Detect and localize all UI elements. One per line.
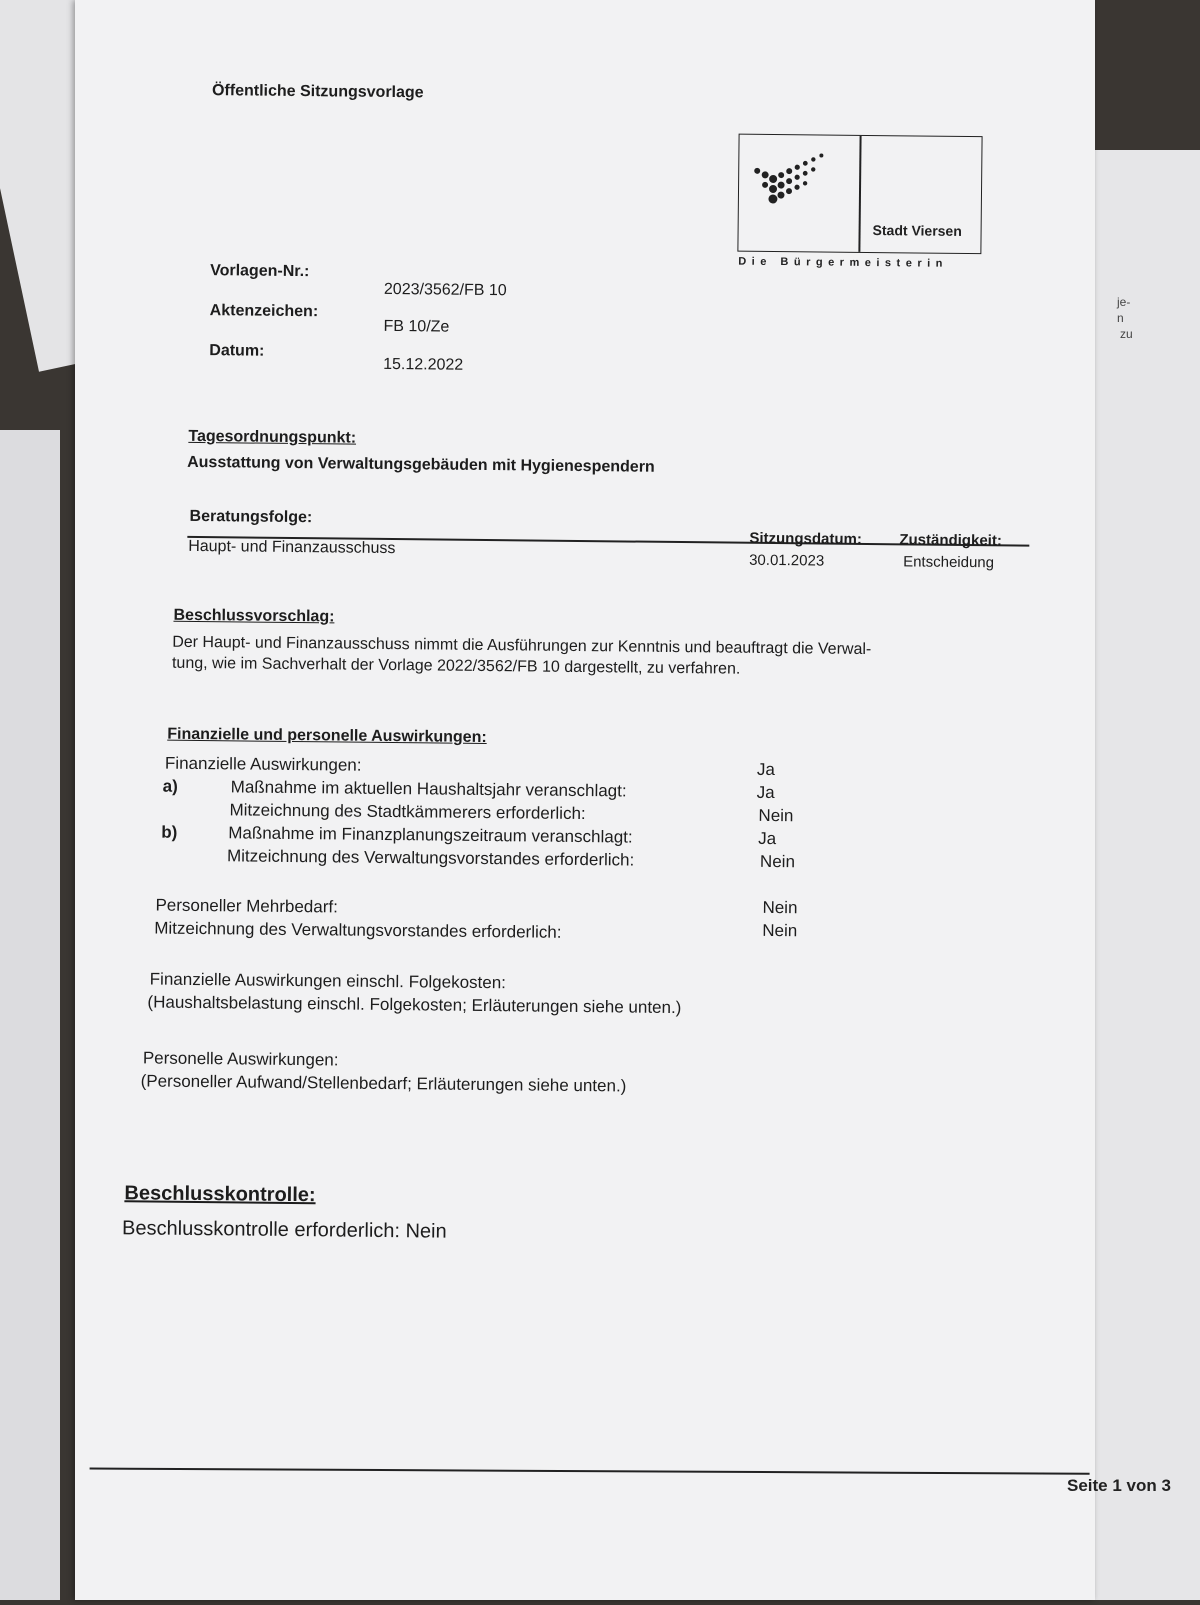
financial-row-marker: a) <box>162 776 178 796</box>
session-date-header: Sitzungsdatum: <box>749 529 862 548</box>
staff-row-text: Mitzeichnung des Verwaltungsvorstandes erforderlich: <box>154 918 562 942</box>
decision-control-text: Beschlusskontrolle erforderlich: Nein <box>121 1217 447 1243</box>
resolution-proposal-label: Beschlussvorschlag: <box>173 606 335 626</box>
financial-row-value: Ja <box>758 828 777 849</box>
meta-label-date: Datum: <box>209 342 265 360</box>
meta-value-date: 15.12.2022 <box>383 355 464 374</box>
resolution-line: tung, wie im Sachverhalt der Vorlage 2022/3562/FB 10 dargestellt, zu verfahren. <box>171 654 741 678</box>
meta-value-template-no: 2023/3562/FB 10 <box>383 280 507 300</box>
financial-impact-label: Finanzielle und personelle Auswirkungen: <box>167 725 487 747</box>
city-name: Stadt Viersen <box>872 222 962 239</box>
financial-row-value: Ja <box>756 759 776 780</box>
background-sheet-under <box>0 430 60 1600</box>
staff-row-text: Personeller Mehrbedarf: <box>155 895 338 917</box>
staff-row-value: Nein <box>762 897 798 918</box>
personnel-impact-note: (Personeller Aufwand/Stellenbedarf; Erläuterungen siehe unten.) <box>140 1071 627 1096</box>
financial-row-value: Ja <box>756 782 775 803</box>
agenda-item-title: Ausstattung von Verwaltungsgebäuden mit Hygienespendern <box>187 453 655 476</box>
financial-row-text: Mitzeichnung des Verwaltungsvorstandes erforderlich: <box>226 846 635 870</box>
responsibility-header: Zuständigkeit: <box>899 531 1002 550</box>
meta-value-file-ref: FB 10/Ze <box>383 317 450 336</box>
financial-row-marker: b) <box>161 822 178 842</box>
financial-row-text: Mitzeichnung des Stadtkämmerers erforderlich: <box>229 800 586 824</box>
logo-subtitle: Die Bürgermeisterin <box>738 255 948 270</box>
decision-control-label: Beschlusskontrolle: <box>124 1182 316 1207</box>
page-number: Seite 1 von 3 <box>1067 1476 1171 1495</box>
edge-fragment: zu <box>1120 327 1133 341</box>
meta-label-file-ref: Aktenzeichen: <box>209 302 319 321</box>
financial-row-text: Finanzielle Auswirkungen: <box>164 753 362 775</box>
agenda-item-label: Tagesordnungspunkt: <box>188 427 357 447</box>
responsibility-value: Entscheidung <box>903 553 995 572</box>
meta-label-template-no: Vorlagen-Nr.: <box>210 262 310 281</box>
financial-row-value: Nein <box>758 805 794 826</box>
edge-fragment: je- <box>1117 295 1131 309</box>
city-emblem-icon <box>749 149 850 220</box>
financial-row-text: Maßnahme im aktuellen Haushaltsjahr veranschlagt: <box>230 777 627 801</box>
edge-fragment: n <box>1117 311 1124 325</box>
staff-row-value: Nein <box>762 920 798 941</box>
consultation-label: Beratungsfolge: <box>189 507 313 527</box>
logo-divider <box>858 136 861 252</box>
consultation-committee: Haupt- und Finanzausschuss <box>188 537 396 558</box>
background-sheet-right <box>1080 150 1200 1600</box>
follow-up-costs-heading: Finanzielle Auswirkungen einschl. Folgekosten: <box>149 969 507 993</box>
resolution-line: Der Haupt- und Finanzausschuss nimmt die Ausführungen zur Kenntnis und beauftragt die Verwal- <box>172 633 872 659</box>
resolution-proposal-text <box>172 632 1052 683</box>
document-content <box>58 0 1095 1605</box>
personnel-impact-heading: Personelle Auswirkungen: <box>142 1048 339 1070</box>
follow-up-costs-note: (Haushaltsbelastung einschl. Folgekosten; Erläuterungen siehe unten.) <box>147 992 682 1018</box>
footer-divider <box>90 1468 1090 1475</box>
financial-row-text: Maßnahme im Finanzplanungszeitraum veranschlagt: <box>228 823 633 847</box>
document-type-heading: Öffentliche Sitzungsvorlage <box>211 82 424 102</box>
city-logo <box>737 134 982 255</box>
session-date-value: 30.01.2023 <box>749 551 825 570</box>
financial-row-value: Nein <box>759 851 796 872</box>
document-page <box>75 0 1095 1600</box>
